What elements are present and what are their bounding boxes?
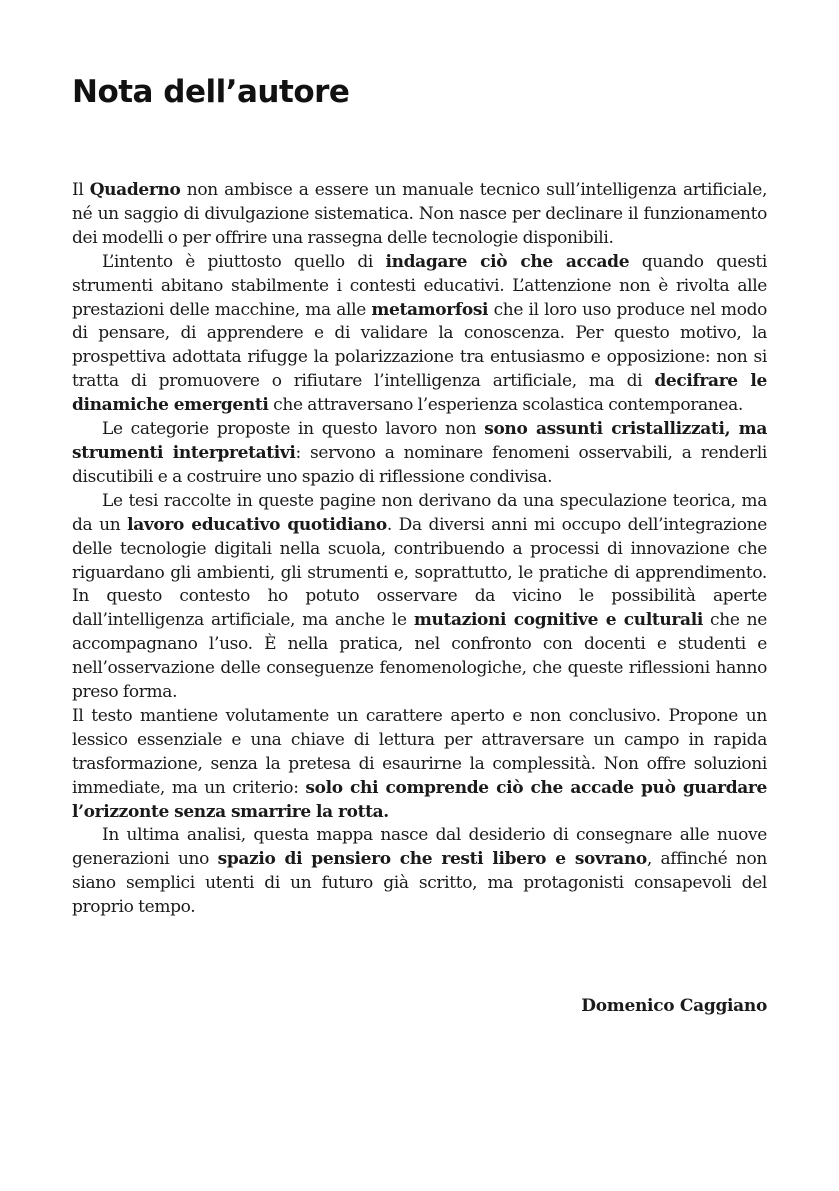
paragraph-text: Il	[72, 180, 90, 200]
paragraph	[72, 490, 767, 705]
author-signature: Domenico Caggiano	[581, 996, 767, 1016]
paragraph	[72, 179, 767, 251]
emphasis-text: decifrare le dinamiche emergenti	[72, 371, 767, 416]
emphasis-text: indagare ciò che accade	[385, 251, 630, 272]
emphasis-text: sono assunti cristallizzati, ma strumenti interpretativi	[72, 419, 767, 463]
paragraph	[72, 824, 767, 920]
paragraph-text: . Da diversi anni mi occupo dell’integrazione delle tecnologie digitali nella scuola, contribuendo a processi di innovazione che riguardano gli ambienti, gli strumenti e, soprattutto, le pratiche di apprendimento. In questo contesto ho potuto osservare da vicino le possibilità aperte dall’intelligenza artificiale, ma anche le	[72, 514, 767, 631]
paragraph-text: quando questi strumenti abitano stabilmente i contesti educativi. L’attenzione non è rivolta alle prestazioni delle macchine, ma alle	[72, 251, 768, 320]
emphasis-text: metamorfosi	[371, 299, 489, 320]
paragraph-text: In ultima analisi, questa mappa nasce dal desiderio di consegnare alle nuove generazioni uno	[72, 825, 767, 870]
emphasis-text: mutazioni cognitive e culturali	[413, 610, 703, 631]
paragraph	[72, 418, 767, 490]
paragraph-text: non ambisce a essere un manuale tecnico sull’intelligenza artificiale, né un saggio di divulgazione sistematica. Non nasce per declinare il funzionamento dei modelli o per offrire una rassegna delle tecnologie disponibili.	[72, 180, 768, 248]
paragraph-text: Le tesi raccolte in queste pagine non derivano da una speculazione teorica, ma da un	[72, 490, 767, 535]
paragraph-text: che il loro uso produce nel modo di pensare, di apprendere e di validare la conoscenza. Per questo motivo, la prospettiva adottata rifugge la polarizzazione tra entusiasmo e opposizione: non si tratta di promuovere o rifiutare l’intelligenza artificiale, ma di	[72, 299, 767, 392]
paragraph	[72, 251, 767, 418]
paragraph-text: Le categorie proposte in questo lavoro non	[102, 419, 485, 440]
body-text	[72, 179, 767, 920]
emphasis-text: lavoro educativo quotidiano	[127, 514, 387, 535]
emphasis-text: Quaderno	[89, 180, 181, 200]
emphasis-text: solo chi comprende ciò che accade può guardare l’orizzonte senza smarrire la rotta.	[72, 777, 767, 822]
emphasis-text: spazio di pensiero che resti libero e sovrano	[217, 849, 647, 870]
paragraph-text: che ne accompagnano l’uso. È nella pratica, nel confronto con docenti e studenti e nell’osservazione delle conseguenze fenomenologiche, che queste riflessioni hanno preso forma.	[72, 610, 767, 703]
paragraph	[72, 705, 767, 825]
paragraph-text: : servono a nominare fenomeni osservabili, a renderli discutibili e a costruire uno spazio di riflessione condivisa.	[72, 442, 767, 487]
paragraph-text: L’intento è piuttosto quello di	[102, 251, 386, 272]
paragraph-text: Il testo mantiene volutamente un carattere aperto e non conclusivo. Propone un lessico essenziale e una chiave di lettura per attraversare un campo in rapida trasformazione, senza la pretesa di esaurirne la complessità. Non offre soluzioni immediate, ma un criterio:	[72, 705, 767, 798]
page-title: Nota dell’autore	[72, 74, 350, 110]
paragraph-text: , affinché non siano semplici utenti di un futuro già scritto, ma protagonisti consapevoli del proprio tempo.	[72, 849, 767, 918]
paragraph-text: che attraversano l’esperienza scolastica contemporanea.	[268, 395, 743, 416]
